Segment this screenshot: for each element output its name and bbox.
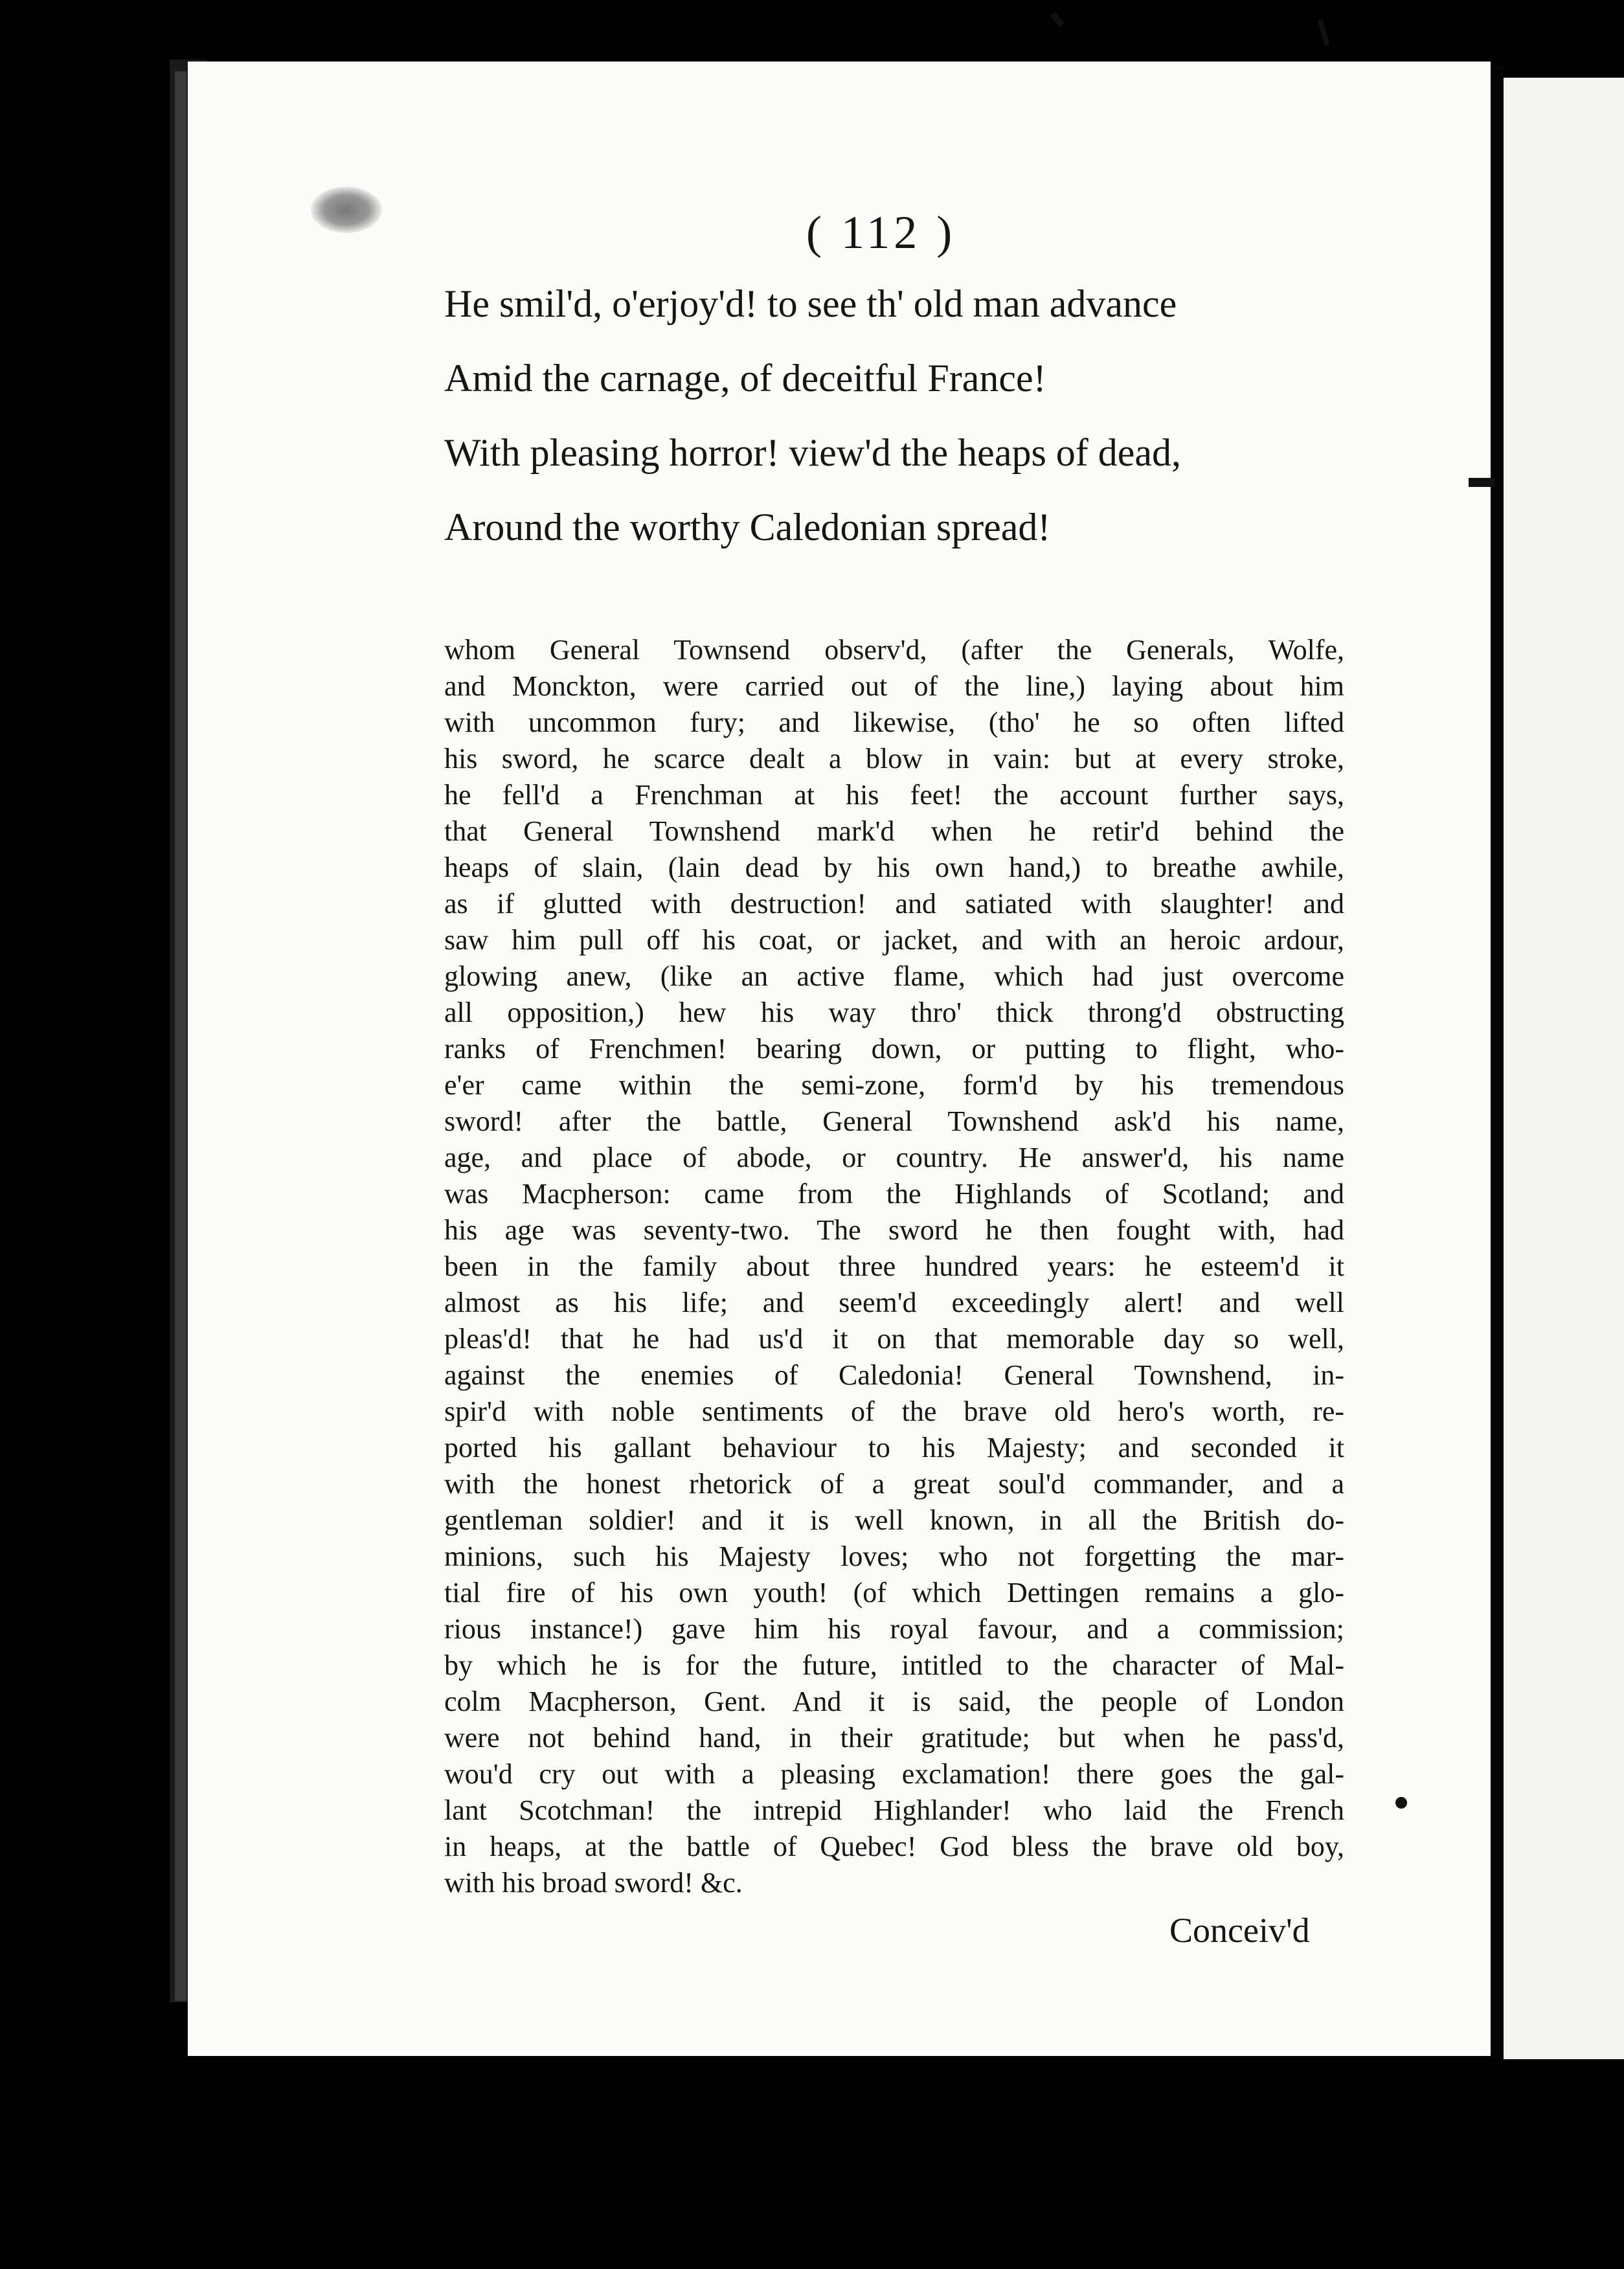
prose-line: as if glutted with destruction! and satiated with slaughter! and [444,888,1344,920]
facing-page-edge [1504,78,1624,2059]
ink-blot [311,186,382,233]
prose-line: pleas'd! that he had us'd it on that memorable day so well, [444,1323,1344,1355]
prose-line: heaps of slain, (lain dead by his own hand,) to breathe awhile, [444,852,1344,883]
prose-line: ported his gallant behaviour to his Majesty; and seconded it [444,1432,1344,1463]
prose-line: by which he is for the future, intitled to the character of Mal- [444,1649,1344,1681]
prose-line: minions, such his Majesty loves; who not forgetting the mar- [444,1541,1344,1572]
prose-line: that General Townshend mark'd when he retir'd behind the [444,815,1344,847]
prose-line: in heaps, at the battle of Quebec! God bless the brave old boy, [444,1831,1344,1862]
prose-line: with the honest rhetorick of a great soul'd commander, and a [444,1468,1344,1500]
page-number: ( 112 ) [806,207,956,258]
ink-dot [1395,1797,1407,1809]
page-divider [1491,65,1505,2059]
prose-line: tial fire of his own youth! (of which Dettingen remains a glo- [444,1577,1344,1609]
prose-line: was Macpherson: came from the Highlands of Scotland; and [444,1178,1344,1210]
prose-line: sword! after the battle, General Townshend ask'd his name, [444,1105,1344,1137]
prose-line: against the enemies of Caledonia! General Townshend, in- [444,1359,1344,1391]
catchword: Conceiv'd [1169,1911,1310,1950]
prose-line: ranks of Frenchmen! bearing down, or putting to flight, who- [444,1033,1344,1065]
verse-line-3: With pleasing horror! view'd the heaps of dead, [444,431,1182,474]
verse-line-2: Amid the carnage, of deceitful France! [444,357,1046,400]
prose-line: almost as his life; and seem'd exceedingly alert! and well [444,1287,1344,1318]
prose-line: glowing anew, (like an active flame, which had just overcome [444,960,1344,992]
prose-line: wou'd cry out with a pleasing exclamation! there goes the gal- [444,1758,1344,1790]
prose-line: been in the family about three hundred years: he esteem'd it [444,1250,1344,1282]
prose-line: all opposition,) hew his way thro' thick throng'd obstructing [444,997,1344,1028]
prose-line: lant Scotchman! the intrepid Highlander! who laid the French [444,1794,1344,1826]
prose-line: and Monckton, were carried out of the line,) laying about him [444,670,1344,702]
prose-line: with uncommon fury; and likewise, (tho' he so often lifted [444,706,1344,738]
prose-line: e'er came within the semi-zone, form'd by his tremendous [444,1069,1344,1101]
prose-line: colm Macpherson, Gent. And it is said, the people of London [444,1686,1344,1717]
prose-line: whom General Townsend observ'd, (after the Generals, Wolfe, [444,634,1344,666]
scan-mark [1050,12,1065,28]
verse-line-1: He smil'd, o'erjoy'd! to see th' old man advance [444,282,1177,325]
prose-line: saw him pull off his coat, or jacket, and with an heroic ardour, [444,924,1344,956]
prose-line: spir'd with noble sentiments of the brave old hero's worth, re- [444,1395,1344,1427]
scan-mark [1318,19,1329,46]
prose-line: his age was seventy-two. The sword he then fought with, had [444,1214,1344,1246]
scan-mark [1469,478,1494,487]
prose-line: rious instance!) gave him his royal favour, and a commission; [444,1613,1344,1645]
prose-line: were not behind hand, in their gratitude; but when he pass'd, [444,1722,1344,1754]
prose-line: gentleman soldier! and it is well known, in all the British do- [444,1504,1344,1536]
prose-line: he fell'd a Frenchman at his feet! the account further says, [444,779,1344,811]
prose-line: age, and place of abode, or country. He answer'd, his name [444,1142,1344,1173]
prose-line: his sword, he scarce dealt a blow in vain: but at every stroke, [444,743,1344,774]
book-gutter-edge [175,71,186,2001]
prose-line: with his broad sword! &c. [444,1867,743,1899]
verse-line-4: Around the worthy Caledonian spread! [444,506,1051,548]
